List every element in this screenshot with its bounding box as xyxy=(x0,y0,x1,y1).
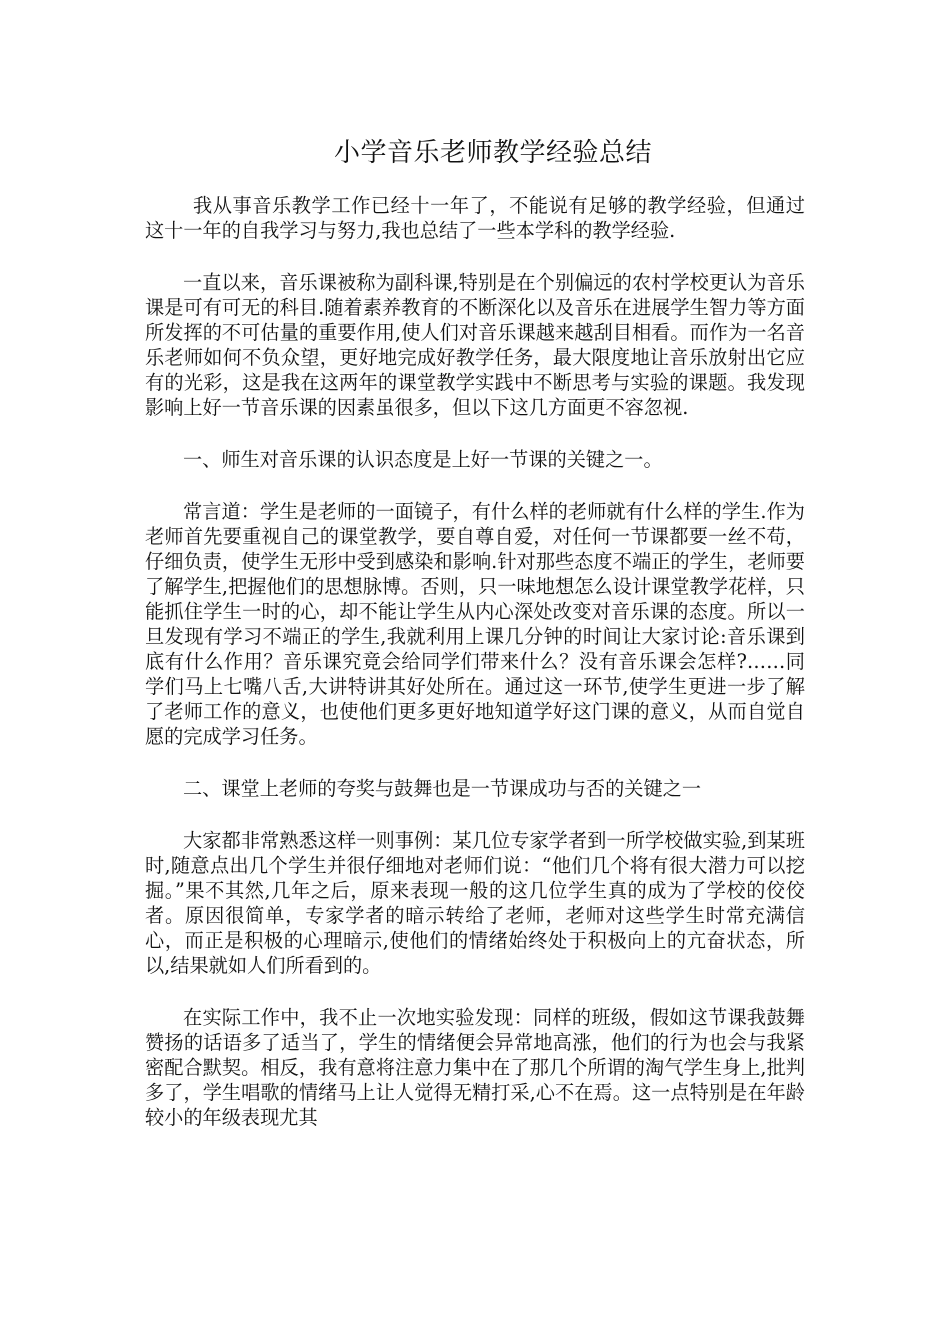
paragraph-intro: 我从事音乐教学工作已经十一年了，不能说有足够的教学经验，但通过这十一年的自我学习与努力,我也总结了一些本学科的教学经验. xyxy=(145,194,805,242)
section-heading-2: 二、课堂上老师的夸奖与鼓舞也是一节课成功与否的关键之一 xyxy=(183,777,702,800)
paragraph-example: 大家都非常熟悉这样一则事例：某几位专家学者到一所学校做实验,到某班时,随意点出几个学生并很仔细地对老师们说：“他们几个将有很大潜力可以挖掘。”果不其然,几年之后，原来表现一般的这几位学生真的成为了学校的佼佼者。原因很简单，专家学者的暗示转给了老师，老师对这些学生时常充满信心，而正是积极的心理暗示,使他们的情绪始终处于积极向上的亢奋状态，所以,结果就如人们所看到的。 xyxy=(145,829,805,977)
paragraph-practice: 在实际工作中，我不止一次地实验发现：同样的班级，假如这节课我鼓舞赞扬的话语多了适当了，学生的情绪便会异常地高涨，他们的行为也会与我紧密配合默契。相反，我有意将注意力集中在了那几个所谓的淘气学生身上,批判多了，学生唱歌的情绪马上让人觉得无精打采,心不在焉。这一点特别是在年龄较小的年级表现尤其 xyxy=(145,1006,805,1129)
section-heading-1: 一、师生对音乐课的认识态度是上好一节课的关键之一。 xyxy=(183,448,663,471)
paragraph-background: 一直以来，音乐课被称为副科课,特别是在个别偏远的农村学校更认为音乐课是可有可无的科目.随着素养教育的不断深化以及音乐在进展学生智力等方面所发挥的不可估量的重要作用,使人们对音乐课越来越刮目相看。而作为一名音乐老师如何不负众望，更好地完成好教学任务，最大限度地让音乐放射出它应有的光彩，这是我在这两年的课堂教学实践中不断思考与实验的课题。我发现影响上好一节音乐课的因素虽很多，但以下这几方面更不容忽视. xyxy=(145,271,805,419)
paragraph-attitude: 常言道：学生是老师的一面镜子，有什么样的老师就有什么样的学生.作为老师首先要重视自己的课堂教学，要自尊自爱，对任何一节课都要一丝不苟，仔细负责，使学生无形中受到感染和影响.针对那些态度不端正的学生，老师要了解学生,把握他们的思想脉博。否则，只一味地想怎么设计课堂教学花样，只能抓住学生一时的心，却不能让学生从内心深处改变对音乐课的态度。所以一旦发现有学习不端正的学生,我就利用上课几分钟的时间让大家讨论:音乐课到底有什么作用？音乐课究竟会给同学们带来什么？没有音乐课会怎样?……同学们马上七嘴八舌,大讲特讲其好处所在。通过这一环节,使学生更进一步了解了老师工作的意义，也使他们更多更好地知道学好这门课的意义，从而自觉自愿的完成学习任务。 xyxy=(145,500,805,748)
document-title: 小学音乐老师教学经验总结 xyxy=(333,138,652,168)
document-body xyxy=(145,193,805,1157)
